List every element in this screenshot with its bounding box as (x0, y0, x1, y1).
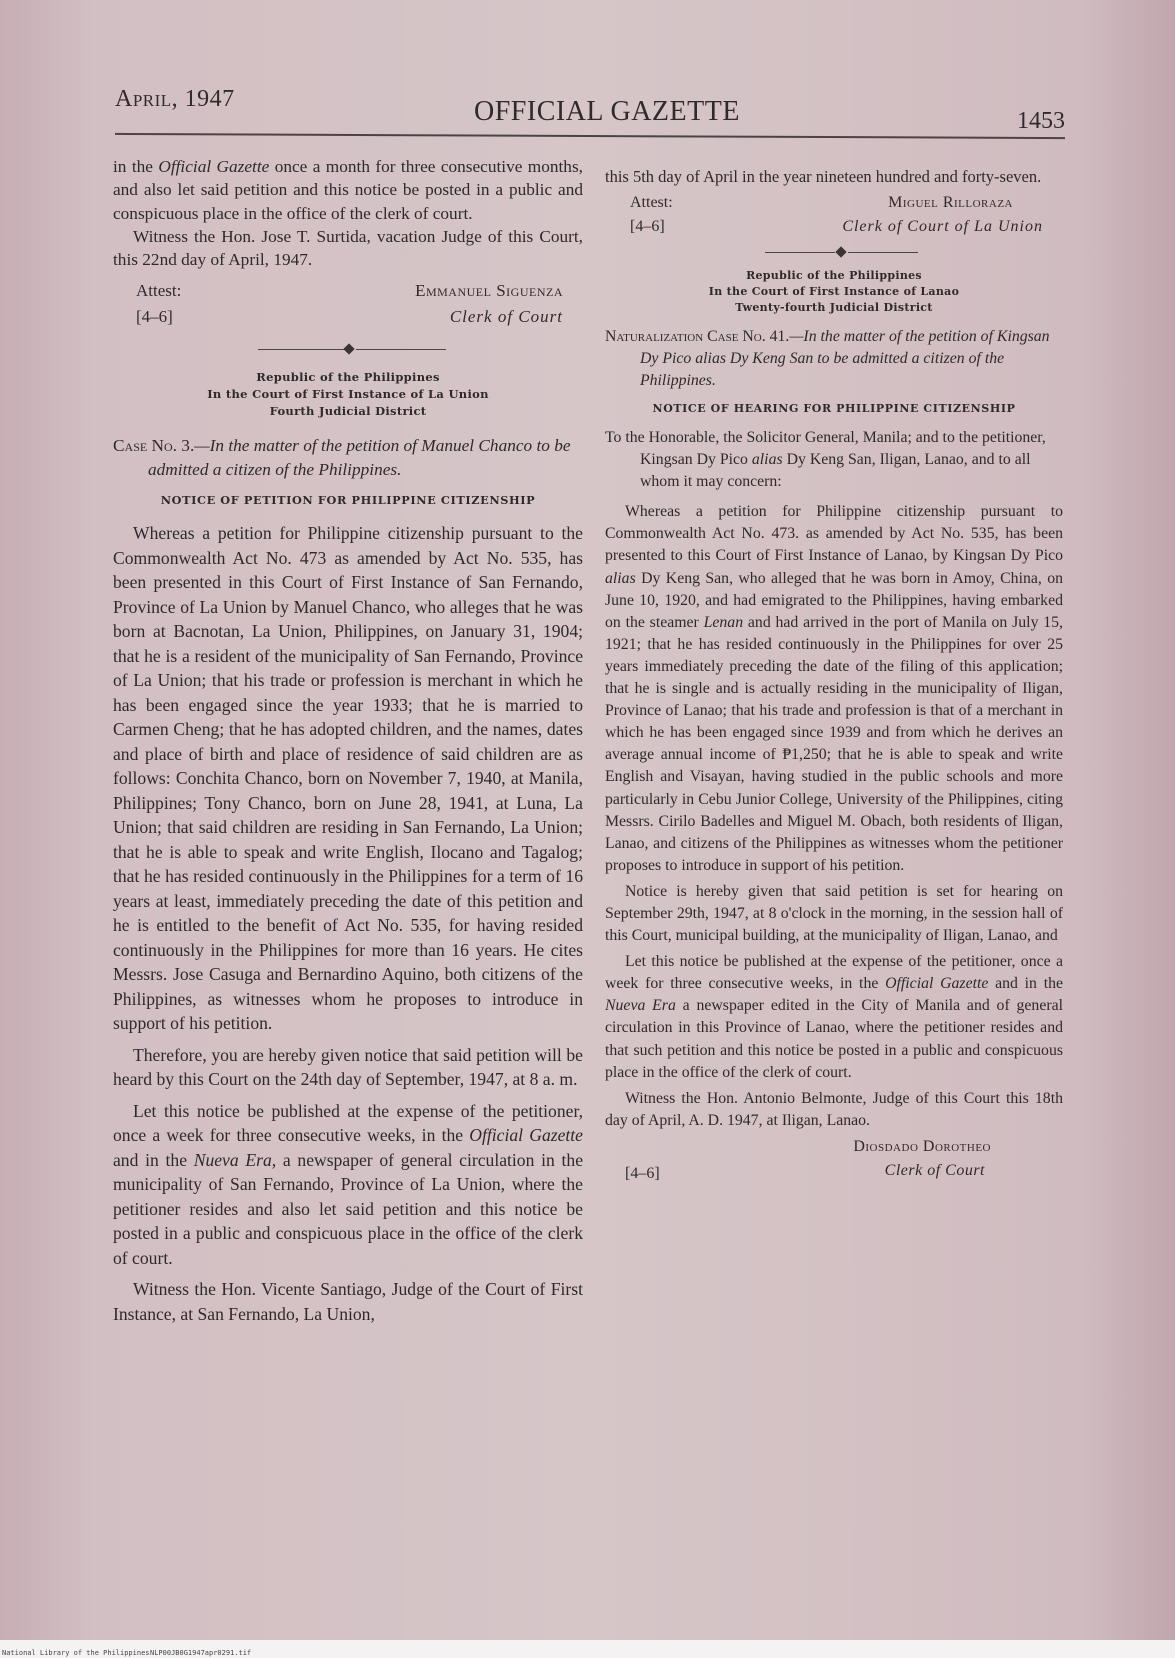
header-title: OFFICIAL GAZETTE (474, 96, 740, 127)
address-line: To the Honorable, the Solicitor General, Manila; and to the petitioner, Kingsan Dy Pico alias Dy Keng San, Iligan, Lanao, and to all whom it may concern: (605, 429, 1046, 491)
attest-label: Attest: (136, 281, 182, 301)
clerk-name: Miguel Rilloraza (888, 194, 1013, 211)
footer-filename: NLP00JB0G1947apr0291.tif (150, 1649, 252, 1657)
case-title: Case No. 3.—In the matter of the petition of Manuel Chanco to be admitted a citizen of the Philippines. (113, 436, 571, 479)
clerk-name: Diosdado Dorotheo (853, 1137, 991, 1155)
right-paragraph-1: this 5th day of April in the year nineteen hundred and forty-seven. (605, 167, 1042, 186)
court-header (113, 369, 583, 420)
left-column (113, 155, 583, 1326)
clerk-name: Emmanuel Siguenza (415, 281, 563, 301)
scan-footer (0, 1640, 1175, 1658)
attest-ref: [4–6] (136, 307, 173, 327)
clerk-title: Clerk of Court (449, 307, 563, 327)
right-attest-block (605, 188, 1063, 238)
witness-line: Witness the Hon. Antonio Belmonte, Judge of this Court this 18th day of April, A. D. 1947, at Iligan, Lanao. (605, 1089, 1063, 1129)
attest-ref: [4–6] (630, 218, 665, 235)
page-number: 1453 (1017, 108, 1065, 134)
notice-title: NOTICE OF PETITION FOR PHILIPPINE CITIZENSHIP (160, 493, 536, 508)
clerk-title: Clerk of Court of La Union (842, 218, 1043, 235)
publication-order: Let this notice be published at the expense of the petitioner, once a week for three consecutive weeks, in the Official Gazette and in the Nueva Era a newspaper edited in the City of Manila and of general circulation in this Province of Lanao, where the petitioner resides and that such petition and this notice be posted in a public and conspicuous place in the office of the clerk of court. (605, 953, 1063, 1081)
header-date: April, 1947 (115, 86, 235, 112)
right-signature-block (605, 1134, 1063, 1186)
court-name: In the Court of First Instance of Lanao (708, 285, 960, 298)
court-name: In the Court of First Instance of La Union (207, 387, 489, 402)
petition-body: Whereas a petition for Philippine citizenship pursuant to the Commonwealth Act No. 473 as amended by Act No. 535, has been presented in this Court of First Instance of San Fernando, Province of La Union by Manuel Chanco, who alleges that he was born at Bacnotan, La Union, Philippines, on January 31, 1904; that he is a resident of the municipality of San Fernando, Province of La Union; that his trade or profession is merchant in which he has been engaged since the year 1933; that he is married to Carmen Cheng; that he has adopted children, and the names, dates and place of birth and place of residence of said children are as follows: Conchita Chanco, born on November 7, 1940, at Manila, Philippines; Tony Chanco, born on June 28, 1941, at Luna, La Union; that said children are residing in San Fernando, La Union; that he is able to speak and write English, Ilocano and Tagalog; that he has resided continuously in the Philippines for a term of 16 years at least, immediately preceding the date of this petition and he is entitled to the benefit of Act No. 535, for having resided continuously in the Philippines for more than 16 years. He cites Messrs. Jose Casuga and Bernardino Aquino, both citizens of the Philippines, as witnesses whom he proposes to introduce in support of his petition. (113, 523, 583, 1034)
footer-library: National Library of the Philippines (2, 1649, 150, 1657)
court-district: Twenty-fourth Judicial District (735, 301, 933, 314)
petition-body: Whereas a petition for Philippine citizenship pursuant to Commonwealth Act No. 473. as amended by Act No. 535, has been presented to this Court of First Instance of Lanao, by Kingsan Dy Pico alias Dy Keng San, who alleged that he was born in Amoy, China, on June 10, 1920, and had emigrated to the Philippines, having embarked on the steamer Lenan and had arrived in the port of Manila on July 15, 1921; that he has resided continuously in the Philippines for over 25 years immediately preceding the date of the filing of this application; that he is single and is actually residing in the municipality of Iligan, Province of Lanao; that his trade and profession is that of a merchant in which he has been engaged since 1939 and from which he derives an average annual income of ₱1,250; that he is able to speak and write English and Visayan, having studied in the public schools and more particularly in Cebu Junior College, University of the Philippines, citing Messrs. Cirilo Badelles and Miguel M. Obach, both residents of Iligan, Lanao, and citizens of the Philippines as witnesses whom the petitioner proposes to introduce in support of his petition. (605, 503, 1064, 874)
attest-label: Attest: (630, 194, 673, 211)
header-rule (115, 133, 1065, 139)
left-paragraph-2: Witness the Hon. Jose T. Surtida, vacation Judge of this Court, this 22nd day of April, 1947. (113, 226, 583, 270)
attest-ref: [4–6] (625, 1164, 660, 1182)
notice-title: NOTICE OF HEARING FOR PHILIPPINE CITIZENSHIP (652, 402, 1016, 415)
left-paragraph-1: in the Official Gazette once a month for three consecutive months, and also let said petition and this notice be posted in a public and conspicuous place in the office of the clerk of court. (113, 157, 583, 223)
divider-diamond-icon (835, 246, 846, 257)
witness-line: Witness the Hon. Vicente Santiago, Judge of the Court of First Instance, at San Fernando, La Union, (113, 1279, 583, 1324)
publication-order: Let this notice be published at the expense of the petitioner, once a week for three consecutive weeks, in the Official Gazette and in the Nueva Era, a newspaper of general circulation in the municipality of San Fernando, Province of La Union, where the petitioner resides and also let said petition and this notice be posted in a public and conspicuous place in the office of the clerk of court. (113, 1100, 583, 1268)
case-title: Naturalization Case No. 41.—In the matter of the petition of Kingsan Dy Pico alias Dy Keng San to be admitted a citizen of the Philippines. (605, 328, 1050, 389)
hearing-notice: Notice is hereby given that said petition is set for hearing on September 29th, 1947, at 8 o'clock in the morning, in the session hall of this Court, municipal building, at the municipality of Iligan, Lanao, and (605, 882, 1063, 945)
left-attest-block (113, 277, 583, 329)
hearing-notice: Therefore, you are hereby given notice that said petition will be heard by this Court on the 24th day of September, 1947, at 8 a. m. (113, 1044, 583, 1090)
court-header (605, 268, 1063, 316)
divider-diamond-icon (343, 344, 354, 355)
court-district: Fourth Judicial District (269, 404, 427, 419)
section-divider (113, 339, 583, 361)
clerk-title: Clerk of Court (884, 1161, 985, 1179)
court-republic: Republic of the Philippines (256, 370, 440, 385)
court-republic: Republic of the Philippines (746, 269, 922, 282)
section-divider (605, 242, 1063, 264)
right-column (605, 165, 1063, 1186)
